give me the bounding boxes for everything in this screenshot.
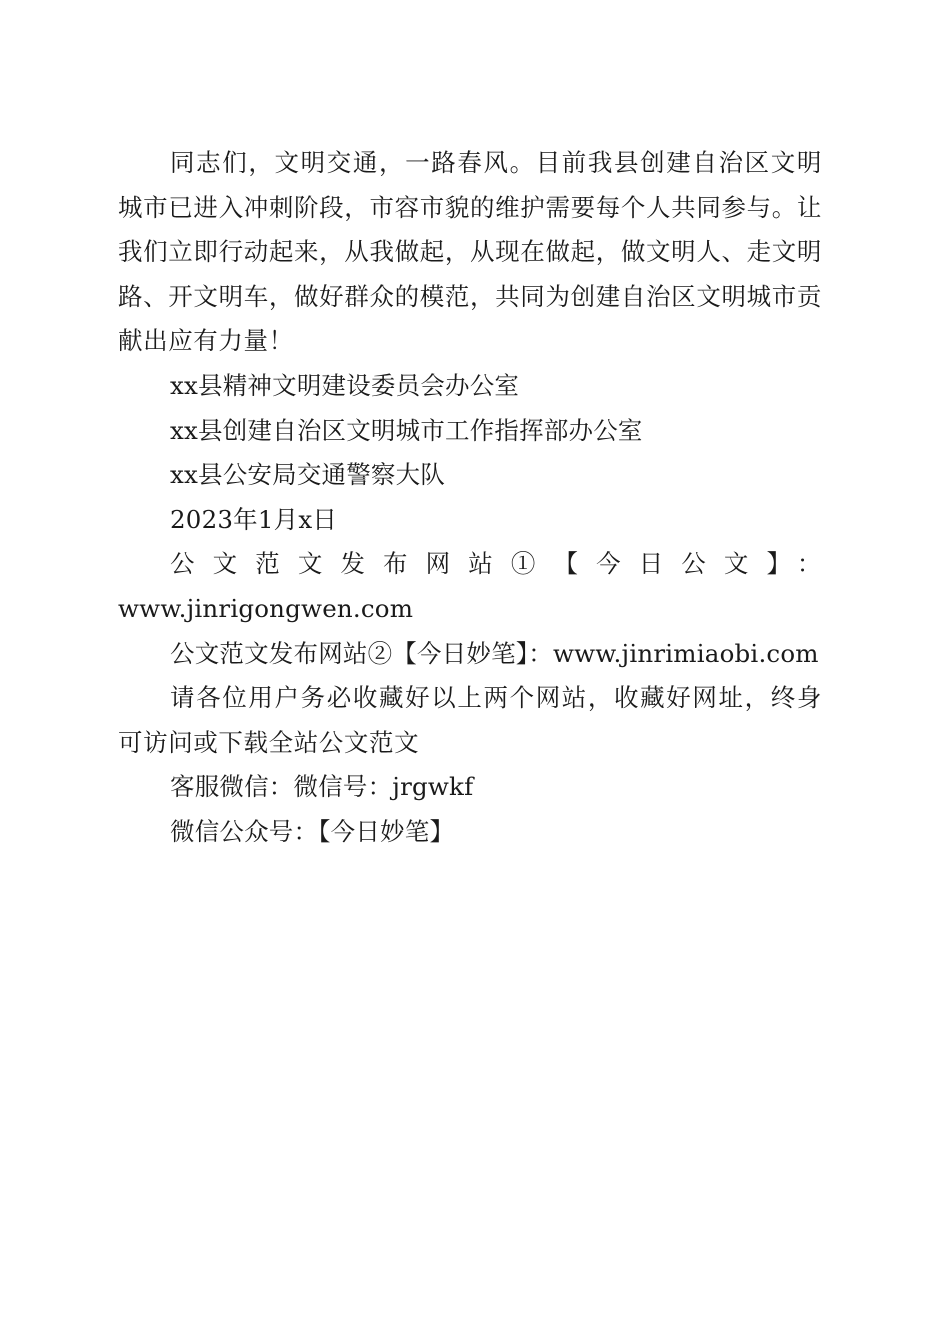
body-paragraph: 同志们，文明交通，一路春风。目前我县创建自治区文明城市已进入冲刺阶段，市容市貌的维护需要每个人共同参与。让我们立即行动起来，从我做起，从现在做起，做文明人、走文明路、开文明车，做好群众的模范，共同为创建自治区文明城市贡献出应有力量！ — [118, 148, 822, 356]
signature-line: xx县精神文明建设委员会办公室 — [170, 370, 520, 400]
wechat-service-line: 客服微信：微信号：jrgwkf — [170, 772, 474, 802]
site1-url[interactable]: www.jinrigongwen.com — [118, 593, 414, 623]
document-body — [118, 141, 822, 855]
bookmark-notice: 请各位用户务必收藏好以上两个网站，收藏好网址，终身可访问或下载全站公文范文 — [118, 683, 822, 757]
signature-line: xx县公安局交通警察大队 — [170, 460, 446, 490]
site2-line[interactable]: 公文范文发布网站②【今日妙笔】：www.jinrimiaobi.com — [170, 638, 819, 668]
site1-label: 公文范文发布网站①【今日公文】： — [170, 549, 822, 579]
date-line: 2023年1月x日 — [170, 504, 338, 534]
wechat-official-line: 微信公众号：【今日妙笔】 — [170, 816, 455, 846]
signature-line: xx县创建自治区文明城市工作指挥部办公室 — [170, 415, 643, 445]
